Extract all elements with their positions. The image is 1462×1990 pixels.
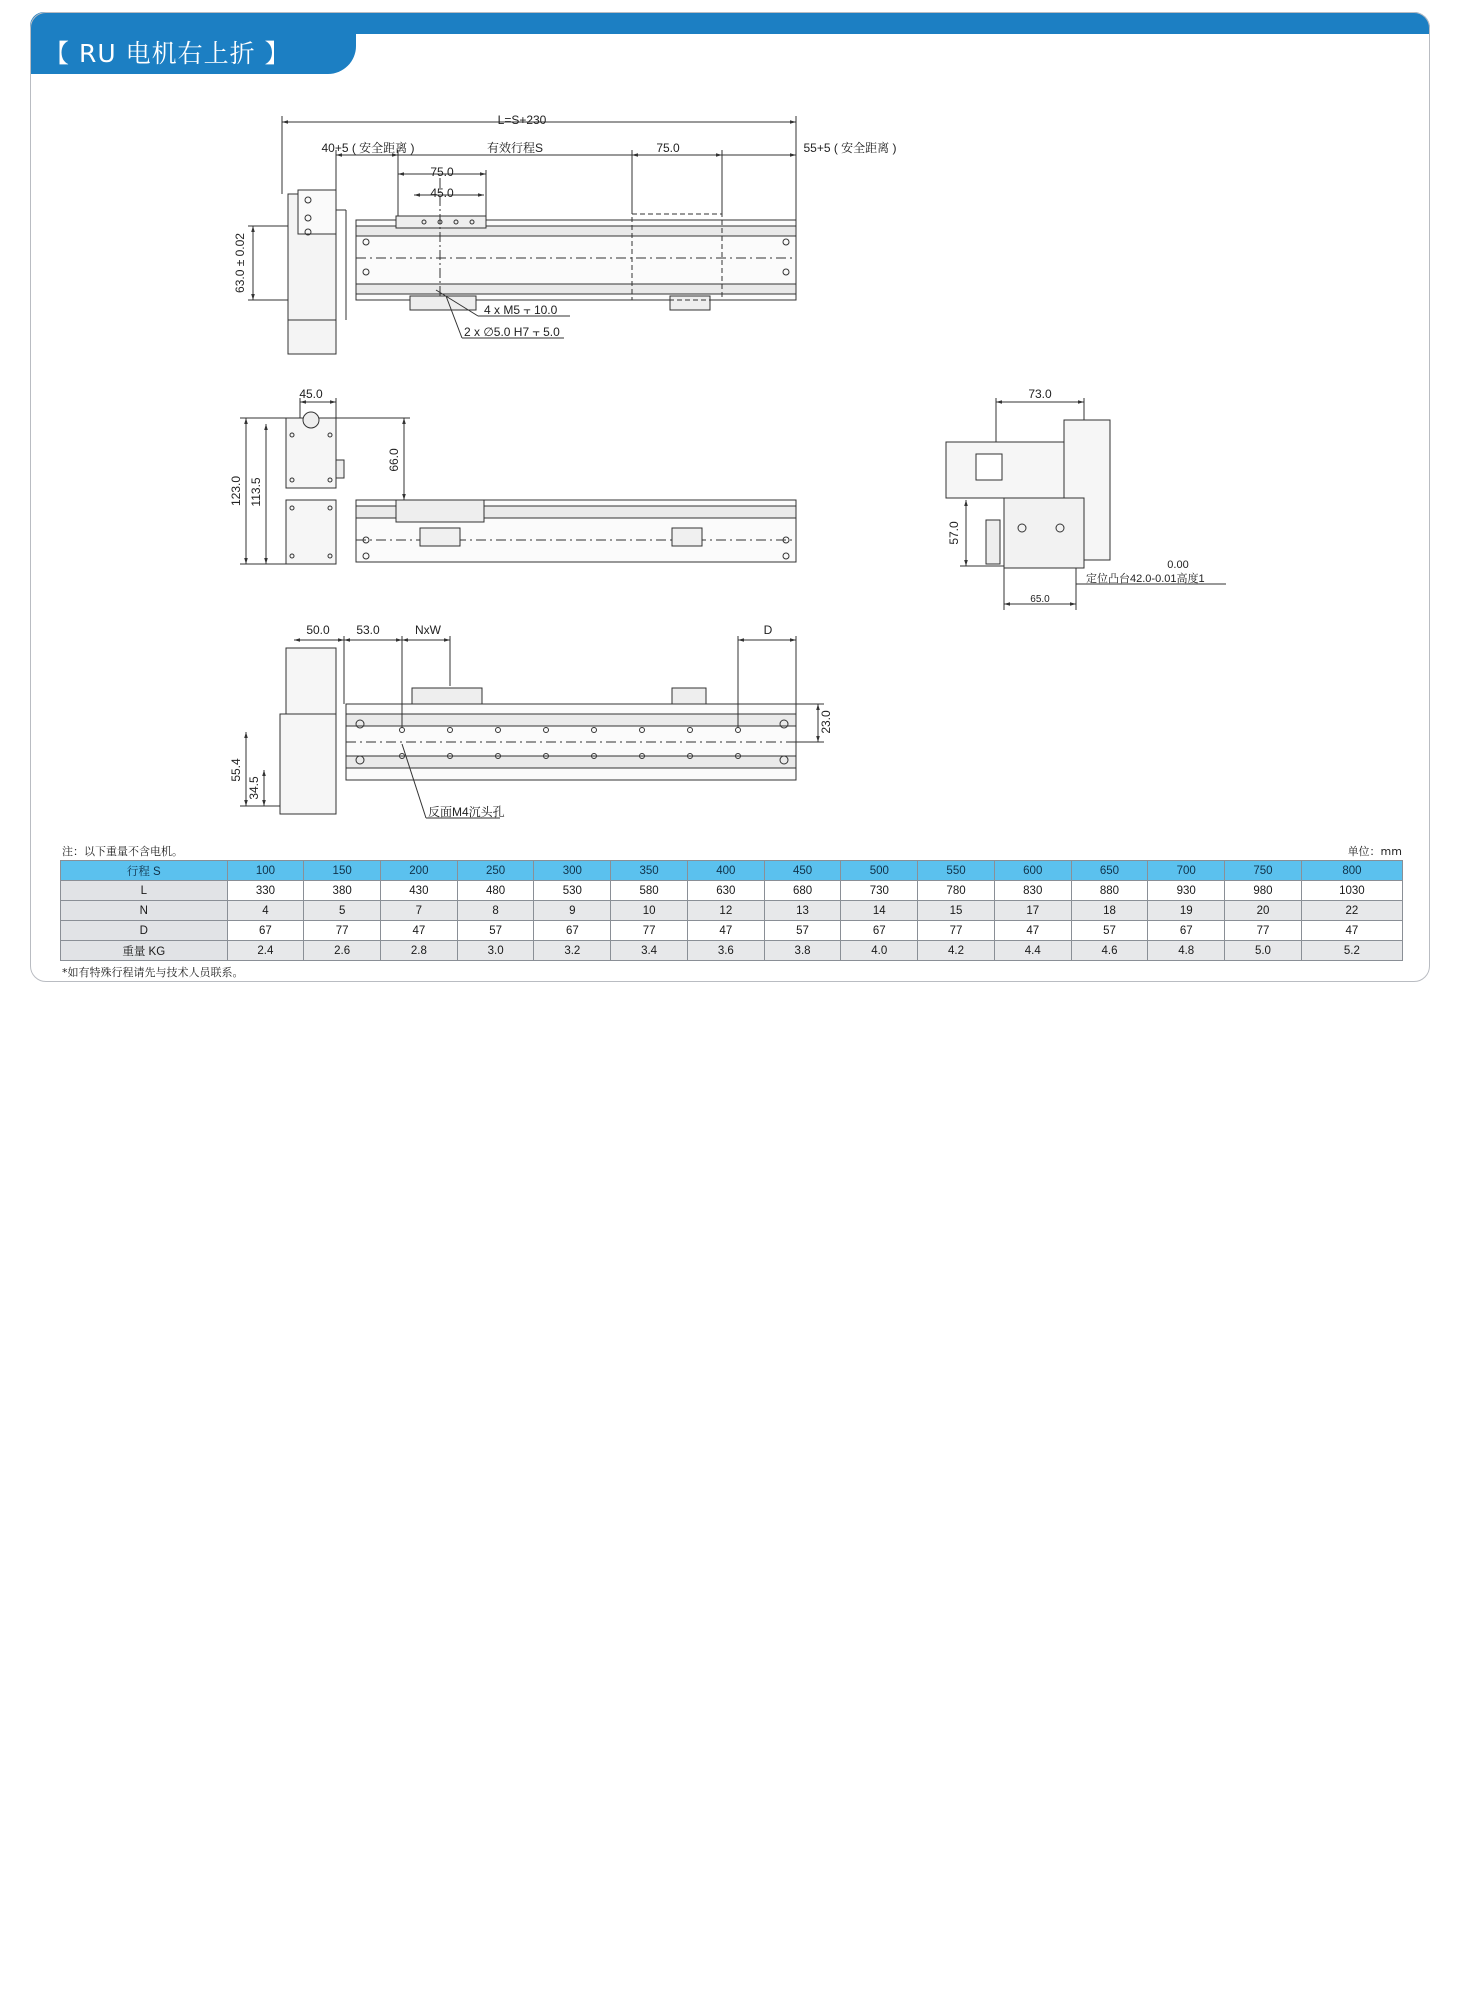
table-cell: 4.4 [994, 941, 1071, 961]
table-cell: 22 [1301, 901, 1402, 921]
table-cell: 47 [381, 921, 458, 941]
dim-carriage-75a: 75.0 [430, 165, 454, 179]
table-cell: 67 [534, 921, 611, 941]
table-header-cell: 200 [381, 861, 458, 881]
table-row-label: L [61, 881, 228, 901]
side-view [240, 398, 796, 564]
dim-stroke: 有效行程S [486, 141, 544, 155]
table-cell: 67 [1148, 921, 1225, 941]
dim-motor-width: 45.0 [299, 387, 323, 401]
dim-end-height: 57.0 [947, 521, 961, 545]
table-cell: 4.2 [918, 941, 995, 961]
table-cell: 14 [841, 901, 918, 921]
dim-boss-width: 65.0 [1030, 594, 1050, 605]
table-header-cell: 600 [994, 861, 1071, 881]
dim-motor-55: 55.4 [229, 758, 243, 782]
table-cell: 57 [1071, 921, 1148, 941]
table-cell: 330 [227, 881, 304, 901]
dim-end-width: 73.0 [1028, 387, 1052, 401]
dim-50: 50.0 [306, 623, 330, 637]
bottom-view [240, 636, 824, 818]
table-cell: 4.0 [841, 941, 918, 961]
boss-tolerance-upper: 0.00 [1167, 559, 1189, 571]
table-row [61, 921, 1403, 941]
table-cell: 480 [457, 881, 534, 901]
table-cell: 15 [918, 901, 995, 921]
table-header-cell: 300 [534, 861, 611, 881]
table-cell: 2.8 [381, 941, 458, 961]
dim-total-height: 123.0 [229, 475, 243, 507]
table-cell: 380 [304, 881, 381, 901]
table-cell: 4.6 [1071, 941, 1148, 961]
table-cell: 5.0 [1225, 941, 1302, 961]
table-cell: 2.6 [304, 941, 381, 961]
callout-thread: 4 x M5 ⫟ 10.0 [484, 303, 558, 317]
table-cell: 630 [687, 881, 764, 901]
table-cell: 7 [381, 901, 458, 921]
table-header-cell: 350 [611, 861, 688, 881]
table-row-label: D [61, 921, 228, 941]
table-cell: 680 [764, 881, 841, 901]
table-header-label: 行程 S [61, 861, 228, 881]
table-cell: 830 [994, 881, 1071, 901]
table-header-cell: 150 [304, 861, 381, 881]
unit-label: 单位：mm [1347, 845, 1402, 858]
dim-rail-offset: 66.0 [387, 448, 401, 472]
table-cell: 77 [611, 921, 688, 941]
table-header-cell: 100 [227, 861, 304, 881]
table-header-cell: 250 [457, 861, 534, 881]
table-cell: 3.4 [611, 941, 688, 961]
boss-label: 定位凸台42.0-0.01高度1 [1086, 573, 1205, 585]
table-cell: 2.4 [227, 941, 304, 961]
dim-safe-left: 40+5 ( 安全距离 ) [321, 141, 415, 155]
table-cell: 13 [764, 901, 841, 921]
table-row [61, 901, 1403, 921]
table-cell: 10 [611, 901, 688, 921]
table-header-cell: 400 [687, 861, 764, 881]
table-cell: 67 [227, 921, 304, 941]
table-cell: 57 [457, 921, 534, 941]
dim-carriage-45: 45.0 [430, 186, 454, 200]
table-cell: 930 [1148, 881, 1225, 901]
table-header-row [61, 861, 1403, 881]
dim-rail-height: 23.0 [819, 710, 833, 734]
table-cell: 77 [1225, 921, 1302, 941]
dim-height: 63.0 ± 0.02 [233, 233, 247, 293]
dim-carriage-75b: 75.0 [656, 141, 680, 155]
table-header-cell: 500 [841, 861, 918, 881]
table-header-cell: 450 [764, 861, 841, 881]
table-cell: 77 [918, 921, 995, 941]
table-body [61, 881, 1403, 961]
table-header-cell: 800 [1301, 861, 1402, 881]
table-cell: 1030 [1301, 881, 1402, 901]
table-cell: 77 [304, 921, 381, 941]
table-cell: 9 [534, 901, 611, 921]
table-header-cell: 750 [1225, 861, 1302, 881]
table-cell: 4.8 [1148, 941, 1225, 961]
table-cell: 47 [1301, 921, 1402, 941]
table-cell: 47 [687, 921, 764, 941]
dim-motor-height: 113.5 [249, 477, 263, 507]
table-row [61, 941, 1403, 961]
spec-table [60, 860, 1403, 961]
table-cell: 580 [611, 881, 688, 901]
callout-countersink: 反面M4沉头孔 [428, 805, 505, 819]
table-cell: 19 [1148, 901, 1225, 921]
table-cell: 730 [841, 881, 918, 901]
table-row-label: N [61, 901, 228, 921]
weight-note: 注：以下重量不含电机。 [62, 845, 183, 858]
table-cell: 3.0 [457, 941, 534, 961]
footnote: *如有特殊行程请先与技术人员联系。 [62, 966, 244, 979]
table-header-cell: 550 [918, 861, 995, 881]
page-title: 【 RU 电机右上折 】 [44, 39, 291, 68]
table-row [61, 881, 1403, 901]
table-row-label: 重量 KG [61, 941, 228, 961]
table-cell: 530 [534, 881, 611, 901]
table-cell: 780 [918, 881, 995, 901]
table-cell: 18 [1071, 901, 1148, 921]
table-cell: 4 [227, 901, 304, 921]
table-cell: 3.6 [687, 941, 764, 961]
table-cell: 5 [304, 901, 381, 921]
table-cell: 8 [457, 901, 534, 921]
dim-pitch: NxW [415, 623, 441, 637]
table-cell: 3.8 [764, 941, 841, 961]
table-cell: 3.2 [534, 941, 611, 961]
table-header-cell: 650 [1071, 861, 1148, 881]
dim-safe-right: 55+5 ( 安全距离 ) [803, 141, 897, 155]
table-cell: 67 [841, 921, 918, 941]
table-cell: 12 [687, 901, 764, 921]
dim-motor-34: 34.5 [247, 776, 261, 800]
dim-end-distance: D [763, 623, 773, 637]
table-cell: 47 [994, 921, 1071, 941]
callout-pin: 2 x ∅5.0 H7 ⫟ 5.0 [464, 325, 560, 339]
table-cell: 57 [764, 921, 841, 941]
dim-total-length: L=S+230 [497, 113, 547, 127]
table-cell: 5.2 [1301, 941, 1402, 961]
table-cell: 980 [1225, 881, 1302, 901]
table-cell: 17 [994, 901, 1071, 921]
table-cell: 430 [381, 881, 458, 901]
dim-53: 53.0 [356, 623, 380, 637]
table-header-cell: 700 [1148, 861, 1225, 881]
table-cell: 880 [1071, 881, 1148, 901]
table-cell: 20 [1225, 901, 1302, 921]
